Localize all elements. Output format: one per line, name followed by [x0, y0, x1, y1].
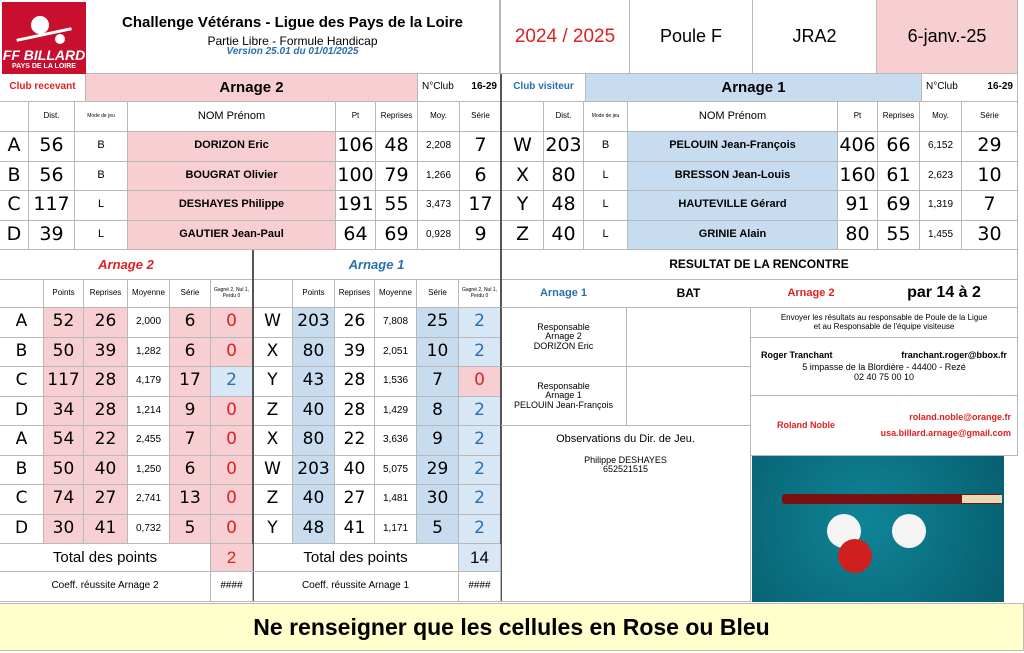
- visitor-match-vres: 2: [459, 397, 501, 427]
- visitor-match-vr[interactable]: 41: [335, 515, 375, 545]
- result-score: par 14 à 2: [871, 280, 1018, 308]
- title-block: [86, 0, 500, 74]
- visitor-header-serie: Série: [962, 102, 1018, 132]
- visitor-match-vp[interactable]: 203: [293, 456, 335, 486]
- visitor-match-header-points: Points: [293, 280, 335, 308]
- visitor-player-letter: X: [502, 162, 544, 192]
- home-responsible: [501, 308, 627, 367]
- home-header-mode: Mode de jeu: [75, 102, 128, 132]
- visitor-match-header-res: Gagné 2, Nul 1, Perdu 0: [459, 280, 501, 308]
- home-match-h: C: [0, 367, 44, 397]
- visitor-match-vs[interactable]: 8: [417, 397, 459, 427]
- home-match-hres: 0: [211, 397, 253, 427]
- home-match-header-points: Points: [44, 280, 84, 308]
- visitor-resp-team: Arnage 1: [545, 390, 582, 401]
- home-nclub: [418, 74, 502, 102]
- home-match-hr[interactable]: 39: [84, 338, 128, 368]
- home-player-serie: 9: [460, 221, 502, 251]
- visitor-match-vs[interactable]: 5: [417, 515, 459, 545]
- home-player-mode[interactable]: L: [75, 221, 128, 251]
- home-match-hp[interactable]: 50: [44, 456, 84, 486]
- visitor-match-vr[interactable]: 27: [335, 485, 375, 515]
- visitor-match-vm: 5,075: [375, 456, 417, 486]
- contact-1: [751, 338, 1018, 396]
- visitor-responsible: [501, 367, 627, 426]
- visitor-match-vres: 0: [459, 367, 501, 397]
- visitor-match-v: Y: [253, 367, 293, 397]
- visitor-match-header-serie: Série: [417, 280, 459, 308]
- visitor-header-rep: Reprises: [878, 102, 920, 132]
- home-match-hm: 2,000: [128, 308, 170, 338]
- home-player-rep: 69: [376, 221, 418, 251]
- home-match-hs[interactable]: 6: [170, 338, 211, 368]
- home-club-label: Club recevant: [0, 74, 86, 102]
- home-player-name[interactable]: GAUTIER Jean-Paul: [128, 221, 336, 251]
- visitor-match-vres: 2: [459, 338, 501, 368]
- home-player-moy: 0,928: [418, 221, 460, 251]
- visitor-header-moy: Moy.: [920, 102, 962, 132]
- visitor-match-vs[interactable]: 30: [417, 485, 459, 515]
- visitor-coeff-value: ####: [459, 572, 501, 602]
- home-coeff-label: Coeff. réussite Arnage 2: [0, 572, 211, 602]
- home-header-letter: [0, 102, 29, 132]
- home-match-hs[interactable]: 6: [170, 456, 211, 486]
- visitor-header-dist: Dist.: [544, 102, 584, 132]
- home-player-moy: 1,266: [418, 162, 460, 192]
- visitor-player-letter: W: [502, 132, 544, 162]
- visitor-match-vres: 2: [459, 308, 501, 338]
- visitor-player-rep: 69: [878, 191, 920, 221]
- home-match-hp[interactable]: 74: [44, 485, 84, 515]
- visitor-match-vr[interactable]: 28: [335, 367, 375, 397]
- home-player-moy: 2,208: [418, 132, 460, 162]
- visitor-match-vs[interactable]: 29: [417, 456, 459, 486]
- home-player-name[interactable]: DORIZON Eric: [128, 132, 336, 162]
- visitor-player-letter: Z: [502, 221, 544, 251]
- visitor-match-v: Y: [253, 515, 293, 545]
- home-match-hres: 0: [211, 426, 253, 456]
- home-player-letter: B: [0, 162, 29, 192]
- visitor-match-vm: 3,636: [375, 426, 417, 456]
- visitor-player-dist[interactable]: 48: [544, 191, 584, 221]
- home-match-hm: 0,732: [128, 515, 170, 545]
- observations-label: Observations du Dir. de Jeu.: [556, 433, 695, 445]
- visitor-match-v: Z: [253, 485, 293, 515]
- home-player-pt: 191: [336, 191, 376, 221]
- home-header-serie: Série: [460, 102, 502, 132]
- visitor-player-rep: 61: [878, 162, 920, 192]
- home-match-hp[interactable]: 34: [44, 397, 84, 427]
- visitor-match-v: Z: [253, 397, 293, 427]
- visitor-player-pt: 406: [838, 132, 878, 162]
- visitor-team-header: Arnage 1: [253, 250, 501, 280]
- home-match-hp[interactable]: 50: [44, 338, 84, 368]
- home-player-mode[interactable]: B: [75, 132, 128, 162]
- contact2-email-1[interactable]: roland.noble@orange.fr: [909, 412, 1011, 423]
- visitor-player-name[interactable]: BRESSON Jean-Louis: [628, 162, 838, 192]
- home-player-letter: C: [0, 191, 29, 221]
- home-match-hp[interactable]: 117: [44, 367, 84, 397]
- home-player-rep: 48: [376, 132, 418, 162]
- pool[interactable]: Poule F: [630, 0, 753, 74]
- home-match-h: A: [0, 308, 44, 338]
- home-total: 2: [211, 544, 253, 572]
- home-resp-label: Responsable: [537, 321, 590, 332]
- visitor-match-vres: 2: [459, 515, 501, 545]
- visitor-nclub: [922, 74, 1018, 102]
- visitor-match-vs[interactable]: 25: [417, 308, 459, 338]
- home-header-moy: Moy.: [418, 102, 460, 132]
- visitor-match-vp[interactable]: 40: [293, 485, 335, 515]
- visitor-match-vr[interactable]: 26: [335, 308, 375, 338]
- home-coeff-value: ####: [211, 572, 253, 602]
- home-player-pt: 100: [336, 162, 376, 192]
- billiard-image: [752, 456, 1004, 602]
- home-match-header-rep: Reprises: [84, 280, 128, 308]
- home-match-hres: 0: [211, 308, 253, 338]
- home-match-hs[interactable]: 13: [170, 485, 211, 515]
- visitor-club-name[interactable]: Arnage 1: [586, 74, 922, 102]
- visitor-match-vm: 1,481: [375, 485, 417, 515]
- home-match-h: D: [0, 515, 44, 545]
- home-match-hr[interactable]: 27: [84, 485, 128, 515]
- visitor-player-name[interactable]: HAUTEVILLE Gérard: [628, 191, 838, 221]
- home-match-hp[interactable]: 30: [44, 515, 84, 545]
- visitor-header-letter: [502, 102, 544, 132]
- home-player-serie: 6: [460, 162, 502, 192]
- visitor-player-dist[interactable]: 203: [544, 132, 584, 162]
- home-player-mode[interactable]: B: [75, 162, 128, 192]
- home-player-rep: 79: [376, 162, 418, 192]
- visitor-match-vm: 1,171: [375, 515, 417, 545]
- home-match-hs[interactable]: 9: [170, 397, 211, 427]
- visitor-match-vp[interactable]: 203: [293, 308, 335, 338]
- visitor-match-vs[interactable]: 9: [417, 426, 459, 456]
- home-player-rep: 55: [376, 191, 418, 221]
- visitor-header-mode: Mode de jeu: [584, 102, 628, 132]
- home-match-hs[interactable]: 6: [170, 308, 211, 338]
- contact1-name: Roger Tranchant: [761, 349, 833, 360]
- visitor-match-v: X: [253, 338, 293, 368]
- ff-billard-logo: [2, 2, 86, 74]
- round[interactable]: JRA2: [753, 0, 877, 74]
- home-match-h: B: [0, 456, 44, 486]
- home-player-pt: 64: [336, 221, 376, 251]
- home-match-h: B: [0, 338, 44, 368]
- visitor-player-moy: 6,152: [920, 132, 962, 162]
- visitor-resp-label: Responsable: [537, 380, 590, 391]
- home-player-letter: D: [0, 221, 29, 251]
- visitor-player-moy: 2,623: [920, 162, 962, 192]
- visitor-player-serie: 7: [962, 191, 1018, 221]
- home-match-hm: 1,214: [128, 397, 170, 427]
- send-line-1: Envoyer les résultats au responsable de Poule de la Ligue: [780, 313, 988, 323]
- visitor-match-vm: 2,051: [375, 338, 417, 368]
- visitor-match-vres: 2: [459, 456, 501, 486]
- contact1-email[interactable]: franchant.roger@bbox.fr: [901, 349, 1007, 360]
- visitor-player-mode[interactable]: L: [584, 221, 628, 251]
- home-match-hres: 0: [211, 456, 253, 486]
- home-player-dist[interactable]: 39: [29, 221, 75, 251]
- home-player-dist[interactable]: 117: [29, 191, 75, 221]
- home-match-hr[interactable]: 40: [84, 456, 128, 486]
- home-team-header: Arnage 2: [0, 250, 253, 280]
- visitor-total-label: Total des points: [253, 544, 459, 572]
- home-player-serie: 7: [460, 132, 502, 162]
- home-match-hr[interactable]: 41: [84, 515, 128, 545]
- visitor-match-vm: 7,808: [375, 308, 417, 338]
- home-nclub-value: 16-29: [471, 81, 497, 93]
- contact1-address: 5 impasse de la Blordière - 44400 - Rezé: [802, 362, 966, 373]
- observer-phone: 652521515: [602, 463, 649, 474]
- home-player-letter: A: [0, 132, 29, 162]
- home-match-hs[interactable]: 7: [170, 426, 211, 456]
- page-subtitle: Partie Libre - Formule Handicap: [207, 33, 378, 48]
- home-signature[interactable]: [627, 308, 751, 367]
- home-match-hm: 4,179: [128, 367, 170, 397]
- footer-banner: Ne renseigner que les cellules en Rose ou Bleu: [0, 603, 1024, 651]
- visitor-player-moy: 1,455: [920, 221, 962, 251]
- visitor-coeff-label: Coeff. réussite Arnage 1: [253, 572, 459, 602]
- visitor-match-vp[interactable]: 48: [293, 515, 335, 545]
- visitor-player-mode[interactable]: L: [584, 162, 628, 192]
- send-instructions: [751, 308, 1018, 338]
- home-match-hr[interactable]: 28: [84, 397, 128, 427]
- home-player-name[interactable]: BOUGRAT Olivier: [128, 162, 336, 192]
- visitor-player-dist[interactable]: 80: [544, 162, 584, 192]
- visitor-nclub-value: 16-29: [987, 81, 1013, 93]
- visitor-match-header-letter: [253, 280, 293, 308]
- result-winner: Arnage 1: [501, 280, 626, 308]
- home-match-hr[interactable]: 28: [84, 367, 128, 397]
- contact-2: [751, 396, 1018, 456]
- visitor-player-pt: 160: [838, 162, 878, 192]
- home-match-hm: 2,741: [128, 485, 170, 515]
- center-divider: [500, 74, 502, 250]
- visitor-match-vp[interactable]: 43: [293, 367, 335, 397]
- visitor-signature[interactable]: [627, 367, 751, 426]
- home-match-hp[interactable]: 52: [44, 308, 84, 338]
- visitor-match-vres: 2: [459, 426, 501, 456]
- visitor-player-letter: Y: [502, 191, 544, 221]
- home-match-hp[interactable]: 54: [44, 426, 84, 456]
- home-match-hr[interactable]: 26: [84, 308, 128, 338]
- visitor-player-mode[interactable]: B: [584, 132, 628, 162]
- visitor-header-name: NOM Prénom: [628, 102, 838, 132]
- result-verb: BAT: [626, 280, 751, 308]
- home-match-header-letter: [0, 280, 44, 308]
- home-header-pt: Pt: [336, 102, 376, 132]
- home-match-hs[interactable]: 5: [170, 515, 211, 545]
- home-match-hres: 2: [211, 367, 253, 397]
- home-header-rep: Reprises: [376, 102, 418, 132]
- home-match-hres: 0: [211, 338, 253, 368]
- season[interactable]: 2024 / 2025: [500, 0, 630, 74]
- contact1-phone: 02 40 75 00 10: [853, 371, 915, 382]
- visitor-match-v: W: [253, 456, 293, 486]
- visitor-match-v: W: [253, 308, 293, 338]
- visitor-player-serie: 10: [962, 162, 1018, 192]
- visitor-match-vm: 1,429: [375, 397, 417, 427]
- visitor-player-name[interactable]: PELOUIN Jean-François: [628, 132, 838, 162]
- observations[interactable]: [501, 426, 751, 602]
- visitor-player-moy: 1,319: [920, 191, 962, 221]
- visitor-player-pt: 91: [838, 191, 878, 221]
- home-match-hres: 0: [211, 485, 253, 515]
- visitor-player-serie: 29: [962, 132, 1018, 162]
- visitor-nclub-label: N°Club: [926, 81, 958, 93]
- logo-text-top: FF BILLARD: [2, 47, 86, 63]
- home-player-name[interactable]: DESHAYES Philippe: [128, 191, 336, 221]
- visitor-player-serie: 30: [962, 221, 1018, 251]
- version-text: Version 25.01 du 01/01/2025: [226, 46, 359, 58]
- visitor-match-vs[interactable]: 7: [417, 367, 459, 397]
- home-match-hm: 1,250: [128, 456, 170, 486]
- home-match-h: C: [0, 485, 44, 515]
- visitor-match-vr[interactable]: 39: [335, 338, 375, 368]
- home-match-hm: 2,455: [128, 426, 170, 456]
- contact2-email-2[interactable]: usa.billard.arnage@gmail.com: [880, 427, 1011, 438]
- visitor-match-header-moy: Moyenne: [375, 280, 417, 308]
- white-ball-2: [892, 514, 926, 548]
- visitor-player-rep: 66: [878, 132, 920, 162]
- visitor-club-label: Club visiteur: [502, 74, 586, 102]
- visitor-match-vr[interactable]: 22: [335, 426, 375, 456]
- home-player-dist[interactable]: 56: [29, 162, 75, 192]
- send-line-2: et au Responsable de l'équipe visiteuse: [813, 321, 955, 331]
- visitor-match-vs[interactable]: 10: [417, 338, 459, 368]
- visitor-match-vres: 2: [459, 485, 501, 515]
- result-loser: Arnage 2: [751, 280, 871, 308]
- visitor-match-vp[interactable]: 80: [293, 426, 335, 456]
- home-player-serie: 17: [460, 191, 502, 221]
- visitor-match-header-rep: Reprises: [335, 280, 375, 308]
- home-resp-name: DORIZON Eric: [533, 340, 594, 351]
- home-match-hs[interactable]: 17: [170, 367, 211, 397]
- logo-text-bottom: PAYS DE LA LOIRE: [12, 63, 76, 70]
- home-player-moy: 3,473: [418, 191, 460, 221]
- home-player-dist[interactable]: 56: [29, 132, 75, 162]
- contact2-name: Roland Noble: [777, 419, 835, 430]
- page-title: Challenge Vétérans - Ligue des Pays de la Loire: [122, 14, 463, 32]
- home-player-mode[interactable]: L: [75, 191, 128, 221]
- visitor-match-vp[interactable]: 80: [293, 338, 335, 368]
- visitor-match-vr[interactable]: 28: [335, 397, 375, 427]
- result-title: RESULTAT DE LA RENCONTRE: [501, 250, 1018, 280]
- home-header-dist: Dist.: [29, 102, 75, 132]
- home-match-h: A: [0, 426, 44, 456]
- home-match-header-res: Gagné 2, Nul 1, Perdu 0: [211, 280, 253, 308]
- home-nclub-label: N°Club: [422, 81, 454, 93]
- visitor-resp-name: PELOUIN Jean-François: [513, 399, 614, 410]
- observer-name: Philippe DESHAYES: [584, 454, 667, 465]
- home-player-pt: 106: [336, 132, 376, 162]
- visitor-player-rep: 55: [878, 221, 920, 251]
- home-match-hm: 1,282: [128, 338, 170, 368]
- home-resp-team: Arnage 2: [545, 331, 582, 342]
- home-match-hr[interactable]: 22: [84, 426, 128, 456]
- match-date[interactable]: 6-janv.-25: [877, 0, 1018, 74]
- red-ball: [838, 539, 872, 573]
- home-total-label: Total des points: [0, 544, 211, 572]
- visitor-total: 14: [459, 544, 501, 572]
- visitor-player-name[interactable]: GRINIE Alain: [628, 221, 838, 251]
- home-header-name: NOM Prénom: [128, 102, 336, 132]
- home-match-hres: 0: [211, 515, 253, 545]
- visitor-header-pt: Pt: [838, 102, 878, 132]
- visitor-player-mode[interactable]: L: [584, 191, 628, 221]
- visitor-match-vp[interactable]: 40: [293, 397, 335, 427]
- home-club-name[interactable]: Arnage 2: [86, 74, 418, 102]
- home-match-h: D: [0, 397, 44, 427]
- visitor-match-vr[interactable]: 40: [335, 456, 375, 486]
- home-match-header-moy: Moyenne: [128, 280, 170, 308]
- visitor-match-vm: 1,536: [375, 367, 417, 397]
- home-match-header-serie: Série: [170, 280, 211, 308]
- visitor-player-dist[interactable]: 40: [544, 221, 584, 251]
- visitor-player-pt: 80: [838, 221, 878, 251]
- visitor-match-v: X: [253, 426, 293, 456]
